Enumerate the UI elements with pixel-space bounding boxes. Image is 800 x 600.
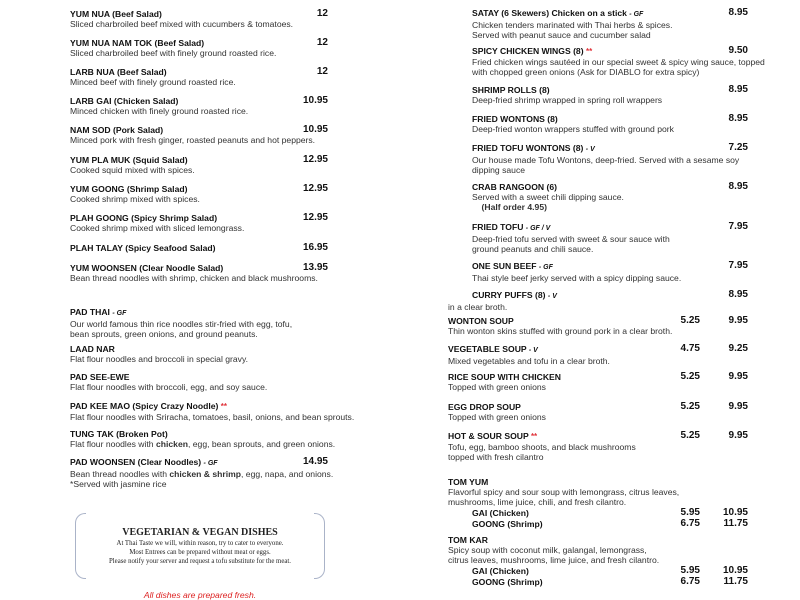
cup-price: 6.75	[680, 517, 700, 529]
menu-item-soup	[448, 372, 561, 392]
item-description: Mixed vegetables and tofu in a clear broth.	[448, 356, 610, 366]
item-name: FRIED TOFU WONTONS (8) - V	[472, 143, 595, 153]
menu-item-salad	[70, 155, 195, 175]
item-name: TOM KAR	[448, 535, 488, 545]
item-description: Cooked shrimp mixed with sliced lemongrass.	[70, 223, 245, 233]
diet-tag: - GF	[629, 11, 644, 18]
menu-item-soup	[448, 431, 636, 462]
item-name: LARB NUA (Beef Salad)	[70, 67, 167, 77]
item-price: 10.95	[302, 95, 328, 106]
menu-item-specialty-soup	[448, 535, 659, 565]
item-price: 7.95	[728, 260, 748, 271]
item-name: PAD SEE-EWE	[70, 372, 130, 382]
item-name: FRIED WONTONS (8)	[472, 114, 558, 124]
vegetarian-line: At Thai Taste we will, within reason, try to cater to everyone.	[116, 540, 284, 547]
bowl-price: 11.75	[723, 575, 748, 587]
item-name: YUM NUA NAM TOK (Beef Salad)	[70, 38, 205, 48]
diet-tag: - GF	[203, 460, 218, 467]
item-name: YUM NUA (Beef Salad)	[70, 9, 162, 19]
item-description: Sliced charbroiled beef with finely ground roasted rice.	[70, 48, 277, 58]
cup-price: 4.75	[680, 343, 700, 354]
bowl-price: 11.75	[723, 517, 748, 529]
item-price: 12	[316, 37, 328, 48]
vegetarian-line: Please notify your server and request a tofu substitute for the meat.	[109, 558, 291, 565]
item-price: 8.95	[728, 181, 748, 192]
item-name: ONE SUN BEEF - GF	[472, 261, 553, 271]
item-name: PAD THAI - GF	[70, 307, 127, 317]
item-description: Sliced charbroiled beef mixed with cucumbers & tomatoes.	[70, 19, 294, 29]
item-name: LARB GAI (Chicken Salad)	[70, 96, 179, 106]
item-price: 8.95	[728, 84, 748, 95]
soup-option: GAI (Chicken)	[472, 566, 529, 576]
menu-item-salad	[70, 96, 248, 116]
menu-item-noodle	[70, 372, 267, 392]
spicy-indicator: **	[220, 402, 227, 411]
item-description: Bean thread noodles with chicken & shrimp, egg, napa, and onions.	[70, 469, 334, 479]
item-description: Bean thread noodles with shrimp, chicken and black mushrooms.	[70, 273, 318, 283]
menu-item-noodle	[70, 344, 248, 364]
item-price: 7.95	[728, 221, 748, 232]
diet-tag: - GF	[112, 310, 127, 317]
menu-item-soup	[448, 402, 546, 422]
item-description: Flat flour noodles and broccoli in special gravy.	[70, 354, 249, 364]
item-description: Flat flour noodles with broccoli, egg, and soy sauce.	[70, 382, 268, 392]
bowl-price: 9.25	[728, 343, 748, 354]
cup-price: 5.25	[680, 371, 700, 382]
bowl-price: 9.95	[728, 401, 748, 412]
footer-note: All dishes are prepared fresh.	[143, 590, 257, 600]
menu-item-appetizer	[472, 85, 662, 105]
bowl-price: 9.95	[728, 315, 748, 326]
item-description: Minced pork with fresh ginger, roasted peanuts and hot peppers.	[70, 135, 316, 145]
soup-option: GOONG (Shrimp)	[472, 576, 543, 587]
cup-price: 5.95	[680, 507, 700, 518]
item-description: Minced beef with finely ground roasted rice.	[70, 77, 236, 87]
item-name: PLAH TALAY (Spicy Seafood Salad)	[70, 243, 216, 253]
diet-tag: - V	[528, 347, 538, 354]
item-price: 8.95	[728, 7, 748, 18]
cup-price: 5.25	[680, 315, 700, 326]
item-price: 8.95	[728, 113, 748, 124]
item-name: RICE SOUP WITH CHICKEN	[448, 372, 561, 382]
item-name: WONTON SOUP	[448, 316, 514, 326]
bowl-price: 9.95	[728, 371, 748, 382]
item-name: PAD WOONSEN (Clear Noodles) - GF	[70, 457, 218, 467]
item-price: 12	[316, 66, 328, 77]
item-name: LAAD NAR	[70, 344, 115, 354]
menu-item-appetizer	[472, 114, 674, 134]
item-description: ground peanuts and chili sauce.	[472, 244, 594, 254]
item-description: Deep-fried wonton wrappers stuffed with ground pork	[472, 124, 674, 134]
item-name: YUM WOONSEN (Clear Noodle Salad)	[70, 263, 224, 273]
item-description: mushrooms, lime juice, chili, and fresh cilantro.	[448, 497, 627, 507]
item-description: Chicken tenders marinated with Thai herbs & spices.	[472, 20, 673, 30]
item-description: Fried chicken wings sautéed in our special sweet & spicy wing sauce, topped	[472, 57, 765, 67]
item-name: HOT & SOUR SOUP **	[448, 431, 538, 441]
diet-tag: - GF / V	[525, 225, 551, 232]
item-name: SHRIMP ROLLS (8)	[472, 85, 550, 95]
item-price: 12	[316, 8, 328, 19]
item-name: SATAY (6 Skewers) Chicken on a stick - GF	[472, 8, 644, 18]
item-description: citrus leaves, mushrooms, lime juice, and fresh cilantro.	[448, 555, 660, 565]
item-price: 7.25	[728, 142, 748, 153]
item-name: TOM YUM	[448, 477, 489, 487]
item-description: *Served with jasmine rice	[70, 479, 167, 489]
menu-item-noodle	[70, 307, 292, 339]
menu-item-salad	[70, 38, 276, 58]
soup-option: GAI (Chicken)	[472, 508, 529, 518]
item-name: SPICY CHICKEN WINGS (8) **	[472, 46, 593, 56]
item-name: VEGETABLE SOUP - V	[448, 344, 538, 354]
item-description: Topped with green onions	[448, 382, 546, 392]
item-name: CURRY PUFFS (8) - V	[472, 290, 557, 300]
menu-item-salad	[70, 9, 293, 29]
item-price: 8.95	[728, 289, 748, 300]
menu-item-appetizer	[472, 8, 672, 40]
menu-item-salad	[70, 243, 215, 253]
item-name: NAM SOD (Pork Salad)	[70, 125, 164, 135]
vegetarian-title: VEGETARIAN & VEGAN DISHES	[122, 527, 278, 538]
item-price: 12.95	[302, 183, 328, 194]
item-description: Cooked squid mixed with spices.	[70, 165, 195, 175]
vegetarian-notice	[75, 513, 325, 577]
item-price: 13.95	[302, 262, 328, 273]
item-name: PLAH GOONG (Spicy Shrimp Salad)	[70, 213, 218, 223]
menu-item-soup	[448, 316, 672, 336]
item-description: Our house made Tofu Wontons, deep-fried. Served with a sesame soy	[472, 155, 740, 165]
menu-item-salad	[70, 184, 200, 204]
cup-price: 5.25	[680, 401, 700, 412]
bowl-price: 9.95	[728, 430, 748, 441]
menu-item-noodle	[70, 401, 354, 422]
item-description: Tofu, egg, bamboo shoots, and black mushrooms	[448, 442, 636, 452]
menu-item-soup	[448, 344, 610, 366]
item-name: YUM GOONG (Shrimp Salad)	[70, 184, 188, 194]
item-price: 12.95	[302, 212, 328, 223]
item-name: YUM PLA MUK (Squid Salad)	[70, 155, 188, 165]
spicy-indicator: **	[530, 432, 538, 441]
cup-price: 5.95	[680, 565, 700, 576]
bowl-price: 10.95	[722, 565, 748, 576]
spicy-indicator: **	[585, 47, 593, 56]
vegetarian-line: Most Entrees can be prepared without meat or eggs.	[129, 549, 271, 556]
item-description: Minced chicken with finely ground roasted rice.	[70, 106, 249, 116]
menu-item-noodle	[70, 429, 335, 449]
item-price: 14.95	[302, 456, 328, 467]
item-price: 9.50	[728, 45, 748, 56]
item-description: Spicy soup with coconut milk, galangal, lemongrass,	[448, 545, 647, 555]
menu-item-appetizer	[472, 290, 557, 302]
cup-price: 6.75	[680, 575, 700, 587]
item-name: EGG DROP SOUP	[448, 402, 521, 412]
item-description: with chopped green onions (Ask for DIABLO for extra spicy)	[472, 67, 700, 77]
menu-item-appetizer	[472, 222, 670, 254]
item-name: TUNG TAK (Broken Pot)	[70, 429, 168, 439]
menu-item-salad	[70, 67, 236, 87]
item-price: 16.95	[302, 242, 328, 253]
item-price: 12.95	[302, 154, 328, 165]
item-description: Cooked shrimp mixed with spices.	[70, 194, 200, 204]
item-description: Thai style beef jerky served with a spicy dipping sauce.	[472, 273, 682, 283]
diet-tag: - GF	[538, 264, 553, 271]
soup-option: GOONG (Shrimp)	[472, 518, 543, 529]
item-description: Deep-fried tofu served with sweet & sour sauce with	[472, 234, 670, 244]
menu-item-appetizer	[472, 261, 681, 283]
menu-item-appetizer	[472, 182, 624, 212]
diet-tag: - V	[547, 293, 557, 300]
item-description: Thin wonton skins stuffed with ground pork in a clear broth.	[448, 326, 673, 336]
item-description: Flat flour noodles with Sriracha, tomatoes, basil, onions, and bean sprouts.	[70, 412, 355, 422]
item-description: dipping sauce	[472, 165, 526, 175]
diet-tag: - V	[585, 146, 595, 153]
broth-fragment: in a clear broth.	[448, 302, 508, 312]
item-description: Topped with green onions	[448, 412, 546, 422]
bowl-price: 10.95	[722, 507, 748, 518]
item-description: topped with fresh cilantro	[448, 452, 544, 462]
item-description: Flat flour noodles with chicken, egg, bean sprouts, and green onions.	[70, 439, 336, 449]
item-description: Our world famous thin rice noodles stir-fried with egg, tofu,	[70, 319, 293, 329]
item-name: PAD KEE MAO (Spicy Crazy Noodle) **	[70, 401, 227, 411]
item-description: Served with a sweet chili dipping sauce.	[472, 192, 624, 202]
menu-item-salad	[70, 213, 244, 233]
menu-item-specialty-soup	[448, 477, 679, 507]
cup-price: 5.25	[680, 430, 700, 441]
item-description: Deep-fried shrimp wrapped in spring roll wrappers	[472, 95, 663, 105]
item-description: (Half order 4.95)	[472, 202, 547, 212]
item-price: 10.95	[302, 124, 328, 135]
item-name: CRAB RANGOON (6)	[472, 182, 557, 192]
item-name: FRIED TOFU - GF / V	[472, 222, 551, 232]
item-description: Served with peanut sauce and cucumber salad	[472, 30, 651, 40]
item-description: bean sprouts, green onions, and ground peanuts.	[70, 329, 258, 339]
item-description: Flavorful spicy and sour soup with lemongrass, citrus leaves,	[448, 487, 680, 497]
